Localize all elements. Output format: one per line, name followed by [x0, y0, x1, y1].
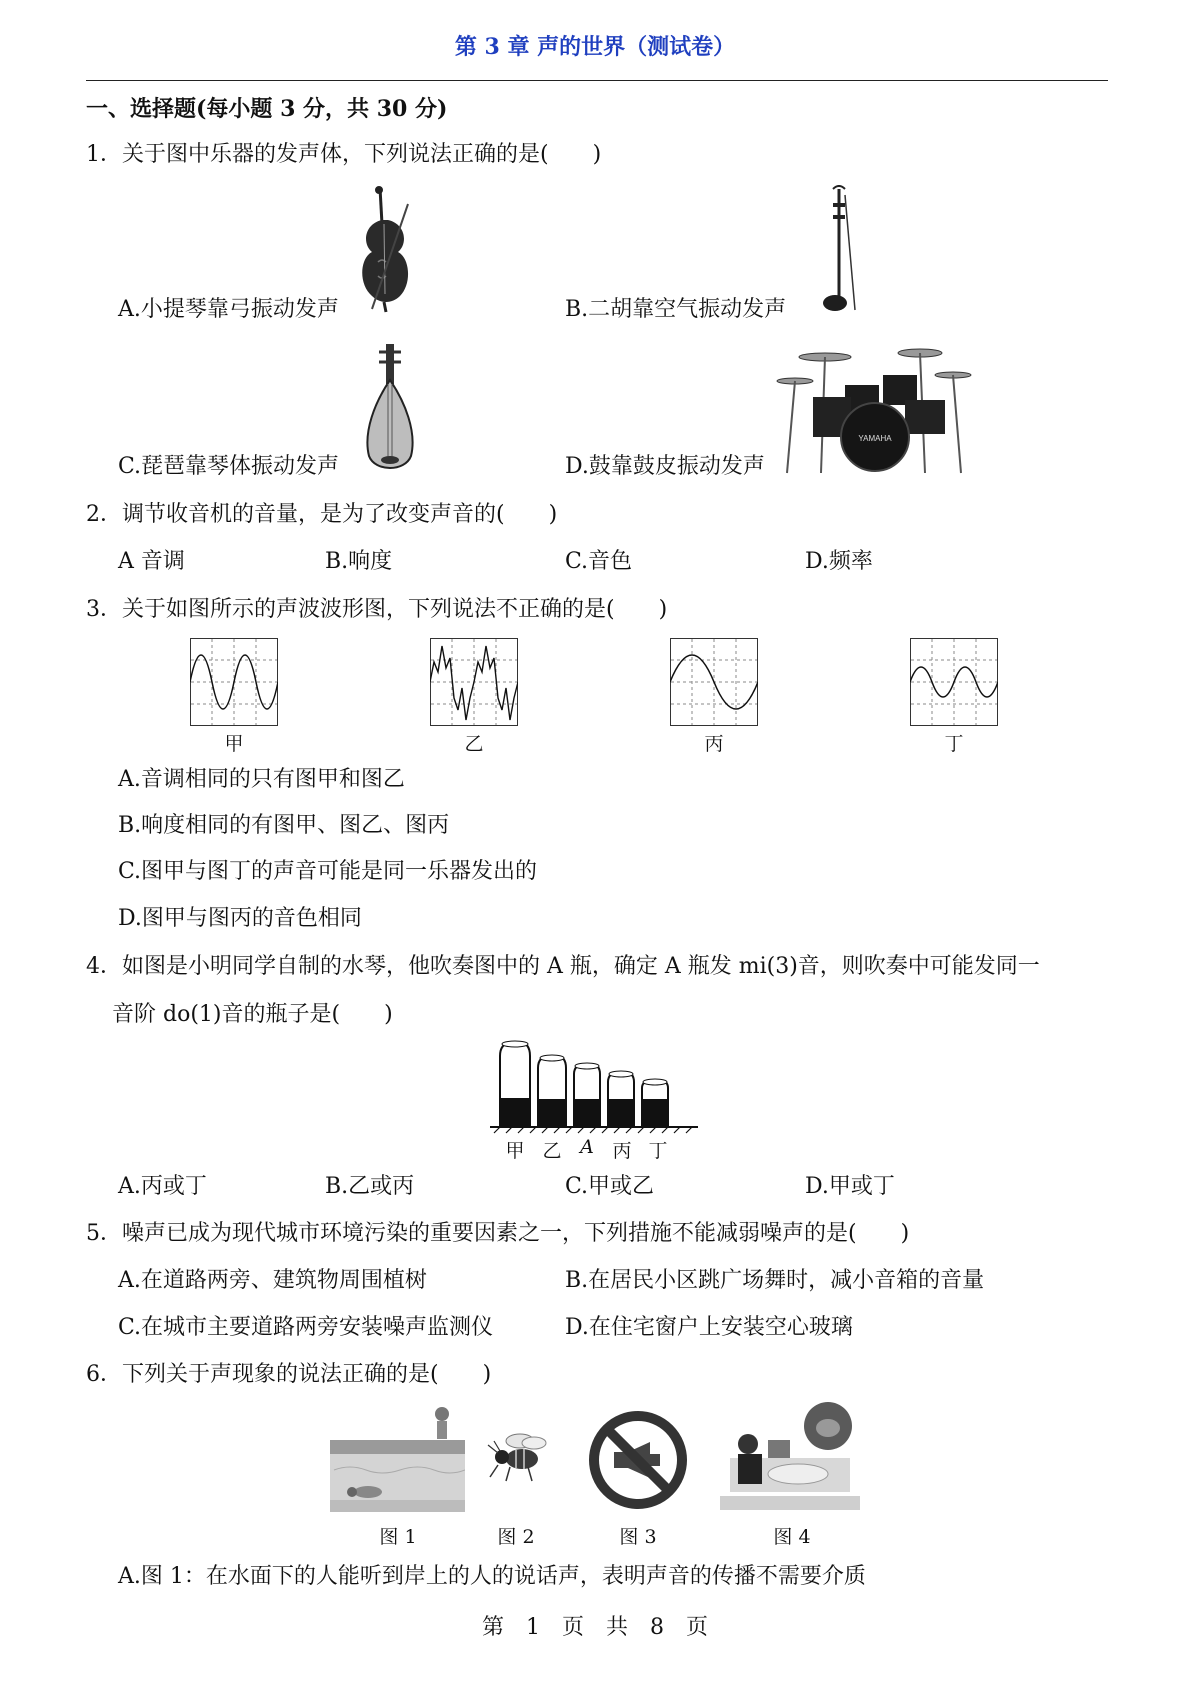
question-3-option-c[interactable]: C.图甲与图丁的声音可能是同一乐器发出的 [118, 859, 538, 884]
waveform-ding [910, 638, 998, 726]
question-4-option-a[interactable]: A.丙或丁 [118, 1174, 207, 1199]
drum-kit-icon [775, 345, 975, 480]
waveform-jia [190, 638, 278, 726]
bottle-label-yi: 乙 [542, 1140, 562, 1162]
waveform-yi [430, 638, 518, 726]
figure-caption-4: 图 4 [773, 1526, 811, 1548]
figure-caption-1: 图 1 [379, 1526, 417, 1548]
question-4-option-b[interactable]: B.乙或丙 [325, 1174, 415, 1199]
question-3-option-d[interactable]: D.图甲与图丙的音色相同 [118, 906, 362, 931]
question-6-option-a[interactable]: A.图 1：在水面下的人能听到岸上的人的说话声，表明声音的传播不需要介质 [118, 1564, 866, 1589]
waveform-label-jia: 甲 [224, 733, 244, 755]
question-2-option-b[interactable]: B.响度 [325, 549, 393, 574]
question-3-option-b[interactable]: B.响度相同的有图甲、图乙、图丙 [118, 813, 450, 838]
water-bottles-figure [490, 1038, 700, 1134]
waveform-label-ding: 丁 [944, 733, 964, 755]
question-5-option-d[interactable]: D.在住宅窗户上安装空心玻璃 [565, 1315, 853, 1340]
question-1-option-d[interactable]: D.鼓靠鼓皮振动发声 [565, 454, 765, 479]
section-heading: 一、选择题(每小题 3 分，共 30 分) [86, 96, 448, 122]
bottle-label-ding: 丁 [648, 1140, 668, 1162]
page-title: 第 3 章 声的世界（测试卷） [454, 34, 736, 60]
question-1-stem: 1．关于图中乐器的发声体，下列说法正确的是( ) [86, 142, 602, 167]
pipa-icon [355, 342, 425, 477]
question-2-stem: 2．调节收音机的音量，是为了改变声音的( ) [86, 502, 558, 527]
question-5-option-c[interactable]: C.在城市主要道路两旁安装噪声监测仪 [118, 1315, 494, 1340]
question-4-option-c[interactable]: C.甲或乙 [565, 1174, 655, 1199]
drum-brand-label: YAMAHA [858, 434, 892, 443]
bee-icon [476, 1425, 556, 1485]
question-1-option-c[interactable]: C.琵琶靠琴体振动发声 [118, 454, 340, 479]
question-2-option-c[interactable]: C.音色 [565, 549, 633, 574]
question-4-stem-line-2: 音阶 do(1)音的瓶子是( ) [112, 1002, 393, 1027]
erhu-icon [815, 185, 875, 320]
question-3-option-a[interactable]: A.音调相同的只有图甲和图乙 [118, 767, 405, 792]
question-2-option-d[interactable]: D.频率 [805, 549, 873, 574]
ultrasound-exam-icon [720, 1400, 860, 1510]
bottle-label-a: A [580, 1136, 594, 1158]
question-1-option-b[interactable]: B.二胡靠空气振动发声 [565, 297, 787, 322]
waveform-label-bing: 丙 [704, 733, 724, 755]
question-5-option-b[interactable]: B.在居民小区跳广场舞时，减小音箱的音量 [565, 1268, 985, 1293]
question-5-stem: 5．噪声已成为现代城市环境污染的重要因素之一，下列措施不能减弱噪声的是( ) [86, 1221, 910, 1246]
bottle-label-bing: 丙 [612, 1140, 632, 1162]
figure-caption-2: 图 2 [497, 1526, 535, 1548]
no-honking-sign-icon [588, 1410, 688, 1510]
question-2-option-a[interactable]: A 音调 [118, 549, 185, 574]
question-3-stem: 3．关于如图所示的声波波形图，下列说法不正确的是( ) [86, 597, 668, 622]
violin-icon [350, 184, 420, 314]
question-4-stem-line-1: 4．如图是小明同学自制的水琴，他吹奏图中的 A 瓶，确定 A 瓶发 mi(3)音，则吹奏中可能发同一 [86, 954, 1040, 979]
question-1-option-a[interactable]: A.小提琴靠弓振动发声 [118, 297, 339, 322]
shore-water-scene-icon [330, 1400, 465, 1512]
figure-caption-3: 图 3 [619, 1526, 657, 1548]
page-footer: 第 1 页 共 8 页 [482, 1615, 708, 1640]
question-6-stem: 6．下列关于声现象的说法正确的是( ) [86, 1362, 492, 1387]
bottle-label-jia: 甲 [505, 1140, 525, 1162]
title-divider [86, 80, 1108, 81]
question-5-option-a[interactable]: A.在道路两旁、建筑物周围植树 [118, 1268, 427, 1293]
waveform-label-yi: 乙 [464, 733, 484, 755]
waveform-bing [670, 638, 758, 726]
question-4-option-d[interactable]: D.甲或丁 [805, 1174, 895, 1199]
